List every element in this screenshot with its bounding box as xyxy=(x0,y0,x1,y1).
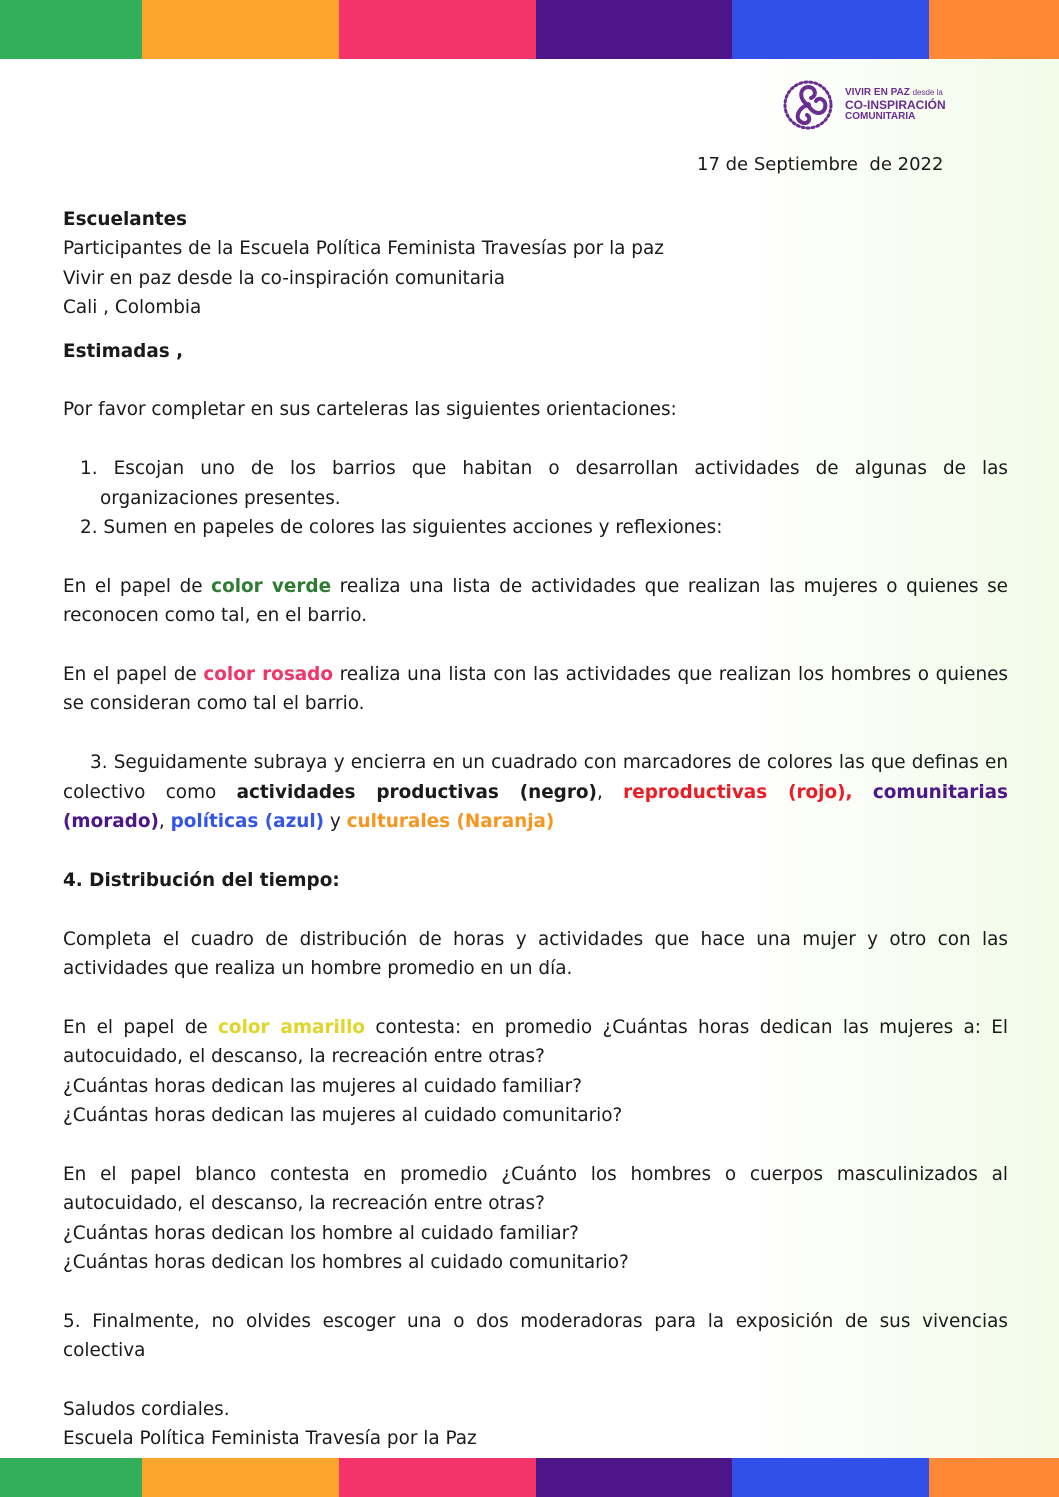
stripe-purple xyxy=(536,0,732,59)
text-segment: En el papel de xyxy=(63,575,212,597)
stripe-blue xyxy=(732,1458,929,1497)
step3-paragraph xyxy=(63,748,1008,836)
question: ¿Cuántas horas dedican los hombre al cuidado familiar? xyxy=(63,1222,579,1244)
text-segment: En el papel de xyxy=(63,1016,219,1038)
color-yellow-label: color amarillo xyxy=(218,1016,366,1038)
productive-label: actividades productivas (negro) xyxy=(236,781,597,803)
green-paper-paragraph xyxy=(63,572,1008,631)
bottom-color-stripe xyxy=(0,1458,1059,1497)
color-pink-label: color rosado xyxy=(203,664,333,686)
logo-line1: VIVIR EN PAZ xyxy=(845,87,910,98)
step5-paragraph: 5. Finalmente, no olvides escoger una o dos moderadoras para la exposición de sus vivencias colectiva xyxy=(63,1310,1008,1362)
pink-paper-paragraph xyxy=(63,660,1008,719)
recipient-line3: Cali , Colombia xyxy=(63,297,202,319)
top-color-stripe xyxy=(0,0,1059,59)
yellow-paper-paragraph xyxy=(63,1013,1008,1072)
question: ¿Cuántas horas dedican las mujeres al cuidado comunitario? xyxy=(63,1105,623,1127)
instruction-list xyxy=(63,454,1008,542)
triskelion-icon xyxy=(777,74,839,136)
stripe-green xyxy=(0,0,142,59)
list-item: 1. Escojan uno de los barrios que habitan o desarrollan actividades de algunas de las organizaciones presentes. xyxy=(80,458,1008,509)
stripe-pink xyxy=(339,0,536,59)
text-segment: realiza una lista con las actividades que realizan los hombres o quienes se consideran como tal el barrio. xyxy=(63,664,1008,715)
letter-body xyxy=(63,205,1008,1454)
question: ¿Cuántas horas dedican los hombres al cuidado comunitario? xyxy=(63,1252,629,1274)
stripe-yellow xyxy=(142,1458,339,1497)
letter-date: 17 de Septiembre de 2022 xyxy=(697,154,944,175)
cultural-label: culturales (Naranja) xyxy=(346,811,555,833)
text-segment xyxy=(853,782,873,803)
stripe-orange xyxy=(929,1458,1059,1497)
color-green-label: color verde xyxy=(211,575,332,597)
logo-text xyxy=(845,87,946,123)
text-segment: realiza una lista de actividades que realizan las mujeres o quienes se reconocen como tal, en el barrio. xyxy=(63,575,1008,627)
list-item: 2. Sumen en papeles de colores las siguientes acciones y reflexiones: xyxy=(80,517,723,539)
stripe-orange xyxy=(929,0,1059,59)
text-segment: , xyxy=(596,781,624,803)
logo-line1-small: desde la xyxy=(912,88,943,97)
stripe-yellow xyxy=(142,0,339,59)
stripe-purple xyxy=(536,1458,732,1497)
reproductive-label: reproductivas (rojo), xyxy=(623,781,853,803)
text-segment: y xyxy=(324,811,347,833)
stripe-pink xyxy=(339,1458,536,1497)
logo xyxy=(777,74,957,136)
intro-paragraph: Por favor completar en sus carteleras las siguientes orientaciones: xyxy=(63,399,677,421)
political-label: políticas (azul) xyxy=(170,811,325,833)
logo-line3: COMUNITARIA xyxy=(845,111,916,122)
recipient-name: Escuelantes xyxy=(63,209,187,230)
text-segment: , xyxy=(158,811,171,833)
stripe-blue xyxy=(732,0,929,59)
text-segment: 3. Seguidamente subraya y encierra en un cuadrado con marcadores de colores las que definas en colectivo como xyxy=(63,752,1008,803)
white-paper-paragraph: En el papel blanco contesta en promedio ¿Cuánto los hombres o cuerpos masculinizados al autocuidado, el descanso, la recreación entre otras? xyxy=(63,1163,1008,1215)
stripe-green xyxy=(0,1458,142,1497)
text-segment: contesta: en promedio ¿Cuántas horas dedican las mujeres a: El autocuidado, el descanso, la recreación entre otras? xyxy=(63,1016,1008,1068)
community-label: comunitarias (morado) xyxy=(63,781,1008,833)
recipient-line2: Vivir en paz desde la co-inspiración comunitaria xyxy=(63,267,505,289)
recipient-line1: Participantes de la Escuela Política Feminista Travesías por la paz xyxy=(63,238,664,260)
closing-line2: Escuela Política Feminista Travesía por la Paz xyxy=(63,1428,477,1450)
step4-heading: 4. Distribución del tiempo: xyxy=(63,869,340,891)
text-segment: En el papel de xyxy=(63,664,204,686)
question: ¿Cuántas horas dedican las mujeres al cuidado familiar? xyxy=(63,1075,583,1097)
logo-line2: CO-INSPIRACIÓN xyxy=(845,98,946,112)
greeting: Estimadas , xyxy=(63,340,184,362)
closing-line1: Saludos cordiales. xyxy=(63,1399,230,1421)
step4-paragraph: Completa el cuadro de distribución de horas y actividades que hace una mujer y otro con las actividades que realiza un hombre promedio en un día. xyxy=(63,928,1008,980)
